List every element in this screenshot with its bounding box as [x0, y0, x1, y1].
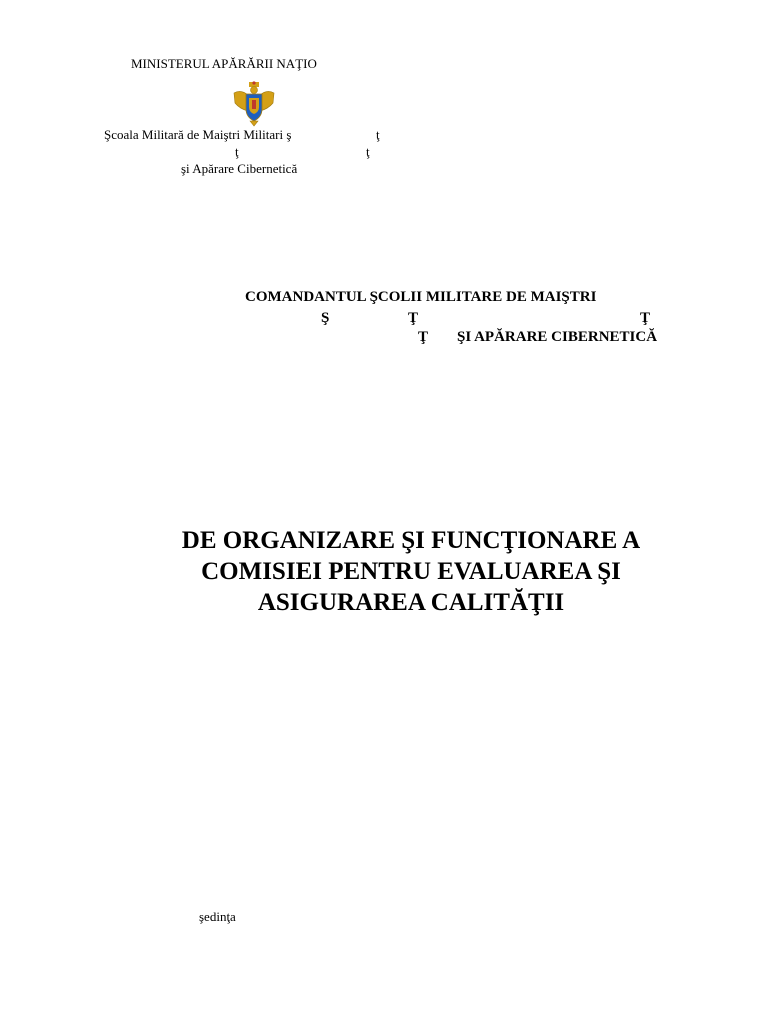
- school-name-line-1: Şcoala Militară de Maiştri Militari ş: [104, 127, 292, 142]
- school-name-fragment: ţ: [366, 144, 370, 159]
- session-label: şedinţa: [199, 909, 236, 924]
- coat-of-arms-icon: [231, 81, 277, 127]
- school-name-line-3: şi Apărare Cibernetică: [181, 161, 298, 176]
- commander-fragment: Ţ: [408, 310, 419, 326]
- ministry-name: MINISTERUL APĂRĂRII NAŢIO: [131, 56, 317, 71]
- school-name-fragment: ţ: [376, 127, 380, 142]
- document-title-line-1: DE ORGANIZARE ŞI FUNCŢIONARE A: [181, 527, 641, 554]
- commander-line-1: COMANDANTUL ŞCOLII MILITARE DE MAIŞTRI: [245, 289, 597, 305]
- document-title: [0, 525, 768, 618]
- document-title-line-3: ASIGURAREA CALITĂŢII: [257, 589, 565, 616]
- commander-fragment: Ş: [321, 310, 330, 326]
- school-name-fragment: ţ: [235, 144, 239, 159]
- commander-fragment: Ţ: [418, 329, 429, 345]
- document-title-line-2: COMISIEI PENTRU EVALUAREA ŞI: [201, 558, 621, 585]
- commander-line-3: ŞI APĂRARE CIBERNETICĂ: [457, 329, 658, 345]
- commander-fragment: Ţ: [640, 310, 651, 326]
